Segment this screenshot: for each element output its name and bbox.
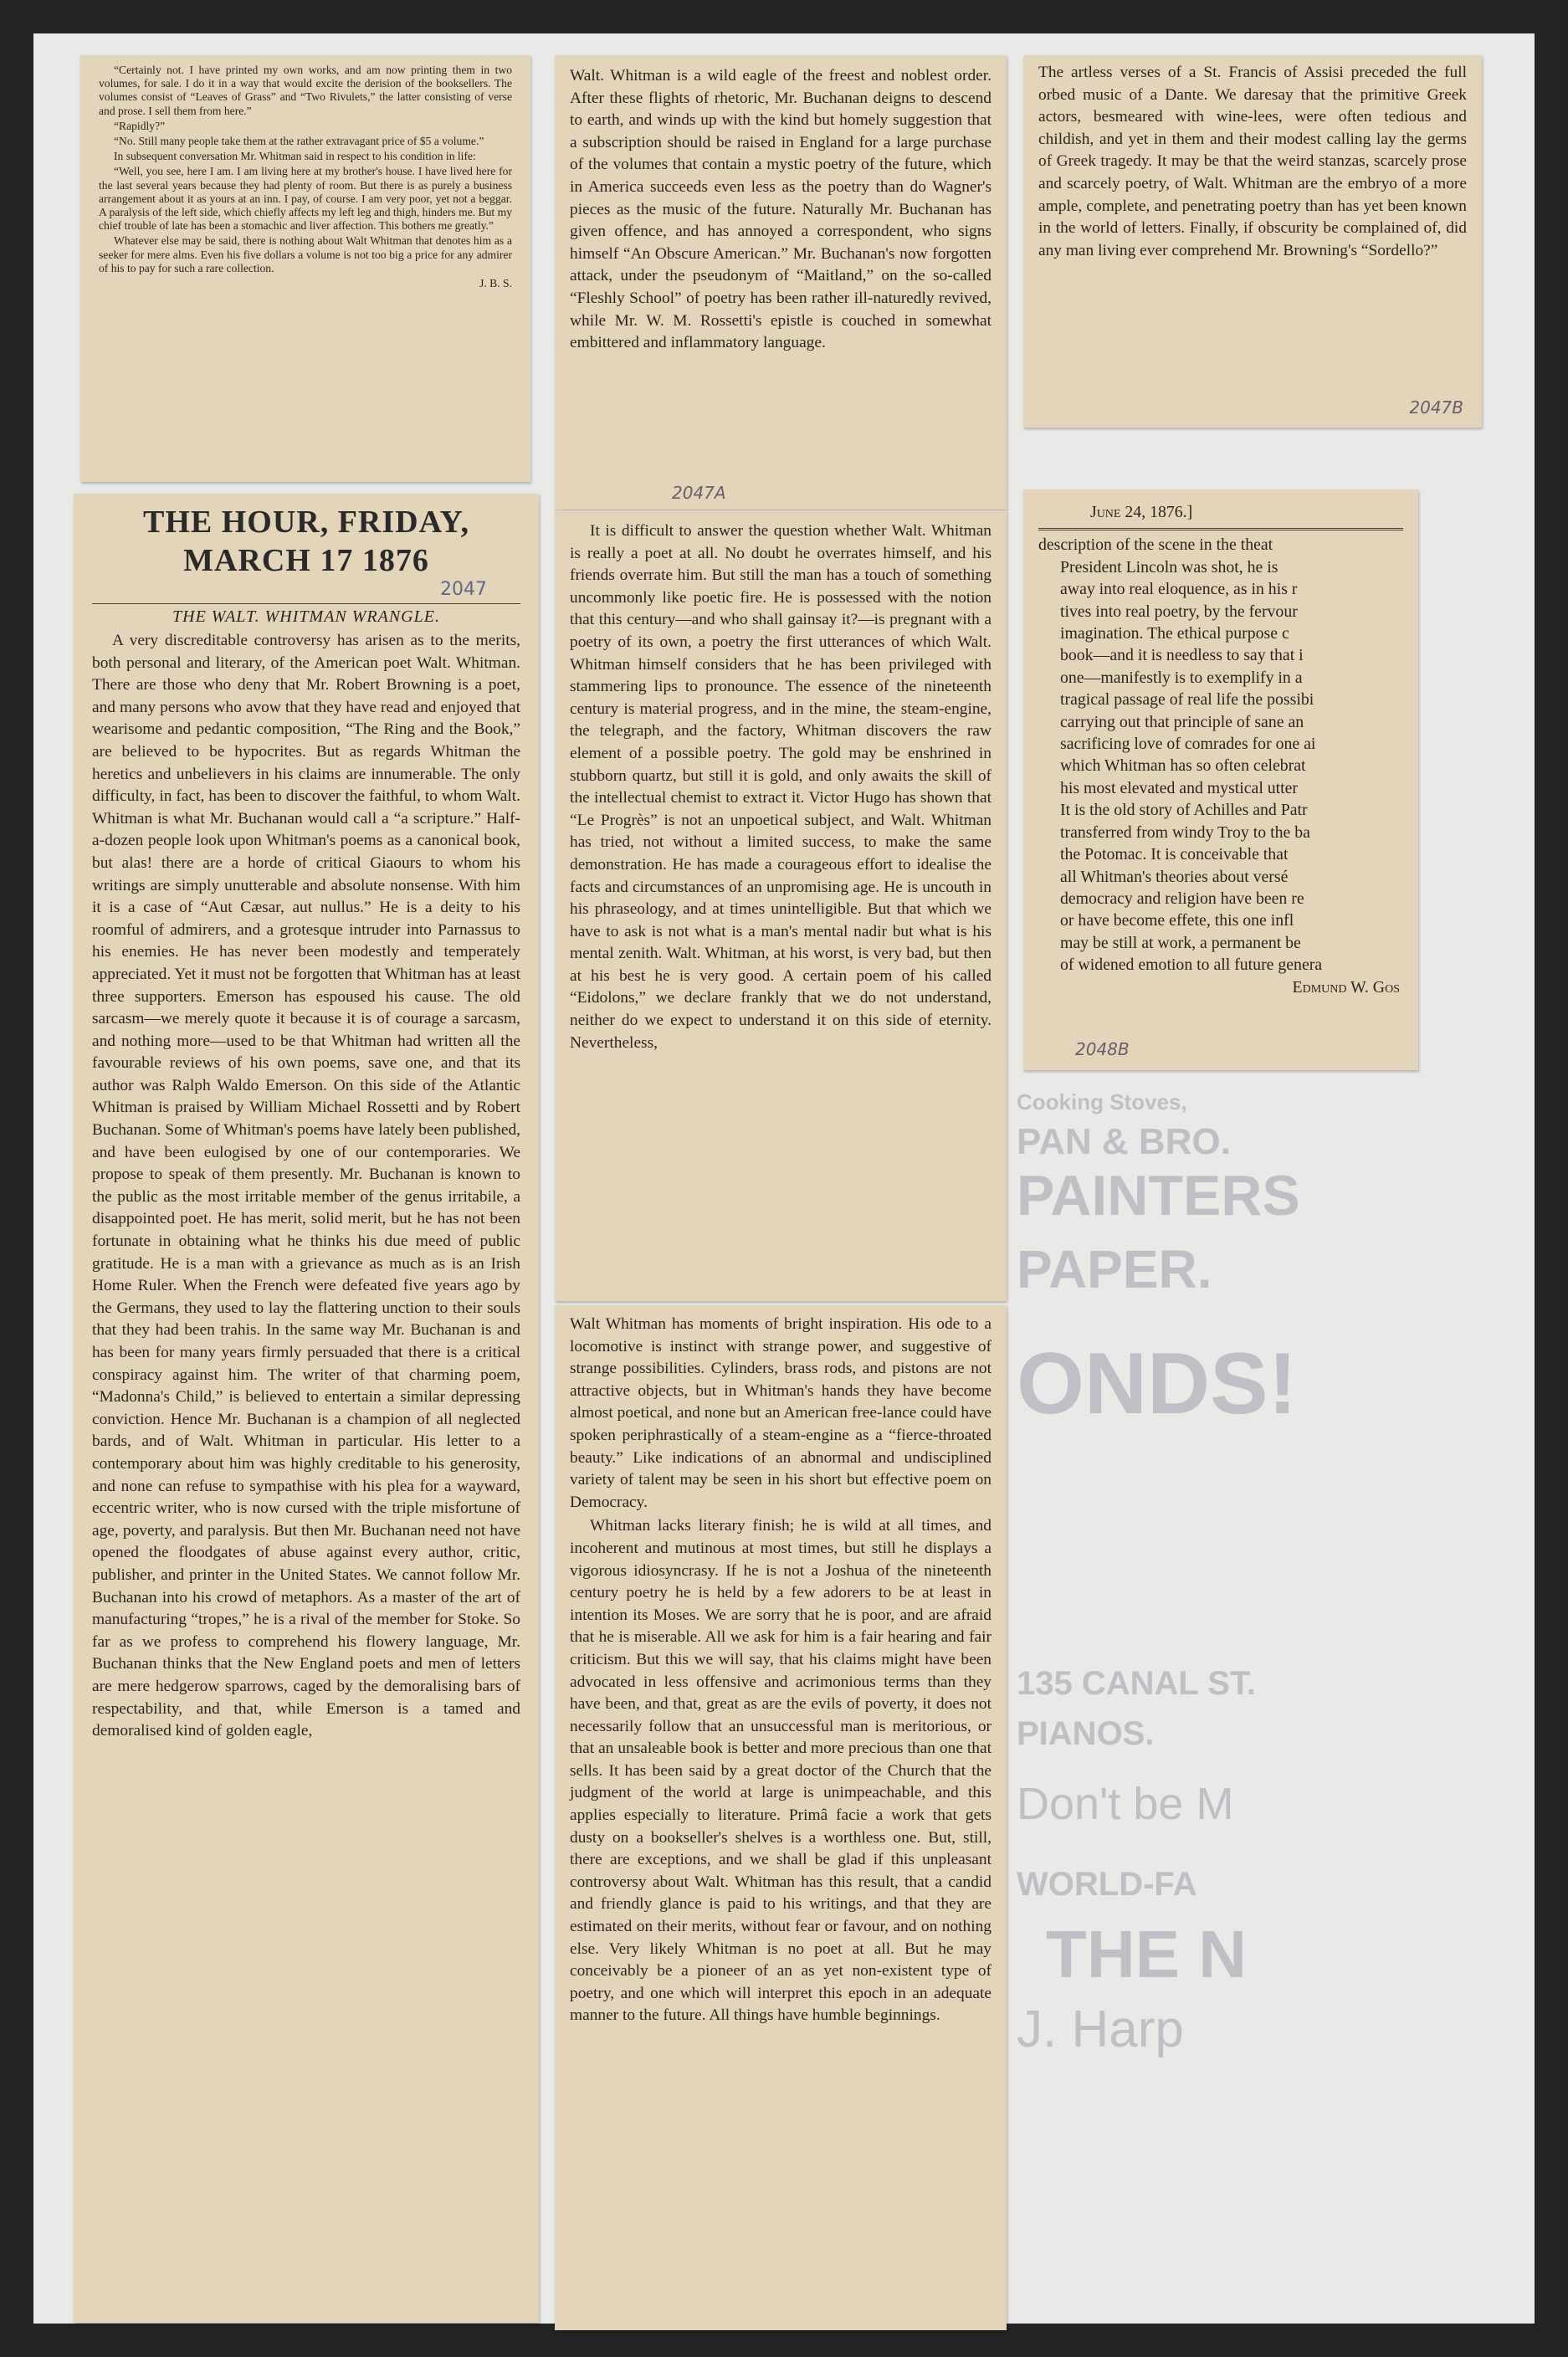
- ghost-line: 135 CANAL ST.: [1017, 1665, 1257, 1702]
- ghost-line: PAN & BRO.: [1017, 1121, 1231, 1162]
- text-line: democracy and religion have been re: [1060, 889, 1304, 908]
- catalog-annotation: 2048B: [1075, 1038, 1130, 1059]
- masthead-line: THE HOUR, FRIDAY,: [142, 505, 470, 540]
- text-line: one—manifestly is to exemplify in a: [1060, 668, 1303, 687]
- divider: [92, 603, 520, 604]
- text-line: of widened emotion to all future genera: [1060, 956, 1323, 975]
- text-line: President Lincoln was shot, he is: [1060, 557, 1278, 576]
- headline: THE WALT. WHITMAN WRANGLE.: [172, 607, 440, 626]
- paragraph: “No. Still many people take them at the rather extravagant price of $5 a volume.”: [114, 135, 484, 148]
- ghost-line: ONDS!: [1017, 1335, 1298, 1432]
- signature: Edmund W. Gos: [1292, 977, 1400, 997]
- ghost-line: Cooking Stoves,: [1017, 1089, 1187, 1114]
- article-lines: [1038, 534, 1403, 976]
- ghost-line: THE N: [1046, 1917, 1247, 1991]
- masthead-line: MARCH 17 1876: [183, 543, 429, 578]
- paragraph: “Certainly not. I have printed my own works, and am now printing them in two volumes, for sale. I do it in a way that would excite the derision of the booksellers. The volumes consist of “Leaves of Grass” and “Two Rivulets,” the latter consisting of verse and prose. I sell them from here.”: [99, 64, 512, 117]
- signature: J. B. S.: [479, 277, 512, 290]
- paragraph: A very discreditable controversy has arisen as to the merits, both personal and literary, of the American poet Walt. Whitman. There are those who deny that Mr. Robert Browning is a poet, and many persons who avow that they have read and enjoyed that wearisome and pedantic composition, “The Ring and the Book,” are believed to be hypocrites. But as regards Whitman the heretics and unbelievers in his claims are innumerable. The only difficulty, in fact, has been to discover the faithful, to whom Walt. Whitman is what Mr. Buchanan would call a “a scripture.” Half-a-dozen people look upon Whitman's poems as a canonical book, but alas! there are a horde of critical Giaours to whom his writings are simply unutterable and absolute nonsense. With him it is a case of “Aut Cæsar, aut nullus.” He is a deity to his roomful of admirers, and a grotesque intruder into Parnassus to his enemies. He has never been modestly and temperately appreciated. Yet it must not be forgotten that Whitman has at least three supporters. Emerson has espoused his cause. The old sarcasm—we merely quote it because it is of courage a sarcasm, and nothing more—used to be that Whitman had written all the favourable reviews of his own poems, save one, and that its author was Ralph Waldo Emerson. On this side of the Atlantic Whitman is praised by William Michael Rossetti and by Robert Buchanan. Some of Whitman's poems have lately been published, and have been eulogised by one of our contemporaries. We propose to speak of them presently. Mr. Buchanan is known to the public as the most irritable member of the genus irritabile, a disappointed poet. He has merit, solid merit, but he has not been fortunate in obtaining what he thinks his due meed of public gratitude. He is a man with a grievance as much as is an Irish Home Ruler. When the French were defeated five years ago by the Germans, they used to lay the flattering unction to their souls that they had been trahis. In the same way Mr. Buchanan is and has been for many years firmly persuaded that there is a critical conspiracy against him. The writer of that charming poem, “Madonna's Child,” is believed to entertain a similar depressing conviction. Hence Mr. Buchanan is a champion of all neglected bards, and of Walt. Whitman in particular. His letter to a contemporary about him was highly creditable to his generosity, and none can refuse to sympathise with his plea for a wayward, eccentric writer, who is now cursed with the triple misfortune of age, poverty, and paralysis. But then Mr. Buchanan need not have opened the floodgates of abuse against every author, critic, publisher, and printer in the United States. We cannot follow Mr. Buchanan into his crowd of metaphors. As a master of the art of manufacturing “tropes,” he is a rival of the member for Stoke. So far as we profess to comprehend his flowery language, Mr. Buchanan thinks that the New England poets and men of letters are mere hedgerow sparrows, caged by the demoralising bars of respectability, and that, while Emerson is a tamed and demoralised kind of golden eagle,: [92, 632, 520, 1740]
- clipping-interview: [80, 55, 530, 482]
- paragraph: Whitman lacks literary finish; he is wild at all times, and incoherent and mutinous at most times, but still he displays a vigorous idiosyncrasy. If he is not a Joshua of the nineteenth century poetry he is held by a few adorers to be at least in intention its Moses. We are sorry that he is poor, and are afraid that he is miserable. All we ask for him is a fair hearing and fair criticism. But this we will say, that his claims might have been advocated in less offensive and acrimonious terms than they have been, and that, great as are the evils of poverty, it does not necessarily follow that an unsuccessful man is meritorious, or that an unsaleable book is better and more precious than one that sells. It has been said by a great doctor of the Church that the judgment of the world at large is unimpeachable, and this applies especially to literature. Primâ facie a work that gets dusty on a bookseller's shelves is a worthless one. But, still, there are exceptions, and we shall be glad if this unpleasant controversy about Walt. Whitman has this result, that a candid and friendly glance is paid to his writings, and that they are estimated on their merits, without fear or favour, and on nothing else. Very likely Whitman is no poet at all. But he may conceivably be a pioneer of an as yet non-existent type of poetry, and one which will interpret this epoch in an adequate manner to the future. All things have humble beginnings.: [570, 1517, 992, 2025]
- dateline: June 24, 1876.]: [1090, 503, 1193, 521]
- paragraph: “Well, you see, here I am. I am living here at my brother's house. I have lived here for the last several years because they had plenty of room. But there is as purely a business arrangement about it as yours at an inn. I pay, of course. I am very poor, yet not a beggar. A paralysis of the left side, which chiefly affects my left leg and thigh, hinders me. But my chief trouble of late has been a stomachic and liver affection. This bothers me greatly.”: [99, 165, 512, 233]
- paragraph: In subsequent conversation Mr. Whitman said in respect to his condition in life:: [114, 150, 476, 163]
- text-line: sacrificing love of comrades for one ai: [1060, 735, 1316, 754]
- text-line: away into real eloquence, as in his r: [1060, 580, 1298, 599]
- text-line: which Whitman has so often celebrat: [1060, 756, 1306, 776]
- text-line: his most elevated and mystical utter: [1060, 778, 1299, 797]
- text-line: the Potomac. It is conceivable that: [1060, 845, 1289, 864]
- text-line: all Whitman's theories about versé: [1060, 867, 1289, 886]
- paragraph: Walt. Whitman is a wild eagle of the freest and noblest order. After these flights of rhetoric, Mr. Buchanan deigns to descend to earth, and winds up with the kind but homely suggestion that a subscription should be raised in England for a large purchase of the volumes that contain a mystic poetry of the future, which in America succeeds even less as the poetry than do Wagner's pieces as the music of the future. Naturally Mr. Buchanan has given offence, and has annoyed a correspondent, who signs himself “An Obscure American.” Mr. Buchanan's now forgotten attack, under the pseudonym of “Maitland,” on the so-called “Fleshly School” of poetry has been rather ill-naturedly revived, while Mr. W. M. Rossetti's epistle is couched in somewhat embittered and inflammatory language.: [570, 67, 992, 352]
- text-line: or have become effete, this one infl: [1060, 911, 1294, 930]
- ghost-line: Don't be M: [1017, 1779, 1234, 1829]
- paragraph: It is difficult to answer the question whether Walt. Whitman is really a poet at all. No doubt he overrates himself, and his friends overrate him. But still the man has a touch of something uncommonly like poetic fire. He is possessed with the notion that this century—and who shall gainsay it?—is pregnant with a poetry of its own, a poetry the first utterances of which Walt. Whitman himself considers that he has been privileged with stammering lips to pronounce. The essence of the nineteenth century is material progress, and in the mine, the steam-engine, the telegraph, and the factory, Whitman discovers the raw element of a possible poetry. The gold may be enshrined in stubborn quartz, but still it is gold, and only awaits the skill of the intellectual chemist to extract it. Victor Hugo has shown that “Le Progrès” is not an unpoetical subject, and Walt. Whitman has tried, not without a limited success, to make the same demonstration. He has made a courageous effort to idealise the facts and circumstances of an unpromising age. He is uncouth in his phraseology, and at times unintelligible. But that which we have to ask is not what is a man's mental nadir but what is his mental zenith. Walt. Whitman, at his worst, is very bad, but then at his best he is very good. A certain poem of his called “Eidolons,” we declare frankly that we do not understand, neither do we expect to understand it on this side of eternity. Nevertheless,: [570, 522, 992, 1052]
- clipping-main-article: [74, 494, 539, 2323]
- clipping-column2-bottom: [555, 1305, 1007, 2330]
- newspaper-masthead: [92, 504, 520, 579]
- ghost-line: PIANOS.: [1017, 1715, 1155, 1752]
- text-line: It is the old story of Achilles and Patr: [1060, 801, 1308, 820]
- clipping-gosse: [1023, 489, 1418, 1070]
- paragraph: The artless verses of a St. Francis of Assisi preceded the full orbed music of a Dante. We daresay that the primitive Greek actors, besmeared with wine-lees, were often tedious and childish, and yet in them and their modest calling lay the germs of Greek tragedy. It may be that the weird stanzas, scarcely prose and scarcely poetry, of Walt. Whitman are the embryo of a more ample, complete, and penetrating poetry than has yet been known in the world of letters. Finally, if obscurity be complained of, did any man living ever comprehend Mr. Browning's “Sordello?”: [1038, 64, 1467, 259]
- article-body: [92, 630, 520, 1743]
- clipping-column3-top: [1023, 55, 1482, 428]
- text-line: imagination. The ethical purpose c: [1060, 624, 1289, 643]
- text-line: tragical passage of real life the possibi: [1060, 690, 1314, 710]
- text-line: carrying out that principle of sane an: [1060, 712, 1304, 731]
- clipping-column2-top: [555, 55, 1007, 510]
- catalog-annotation: 2047: [440, 579, 487, 600]
- divider: [1038, 528, 1403, 530]
- text-line: tives into real poetry, by the fervour: [1060, 602, 1298, 621]
- ghost-line: PAINTERS: [1017, 1164, 1300, 1227]
- paragraph: “Rapidly?”: [114, 119, 166, 132]
- clipping-column2-middle: [555, 510, 1007, 1301]
- text-line: may be still at work, a permanent be: [1060, 933, 1301, 952]
- catalog-annotation: 2047A: [672, 483, 726, 504]
- text-line: transferred from windy Troy to the ba: [1060, 822, 1310, 842]
- catalog-annotation: 2047B: [1409, 397, 1463, 418]
- ghost-line: J. Harp: [1017, 2001, 1184, 2058]
- ghost-line: WORLD-FA: [1017, 1866, 1197, 1903]
- paragraph: Walt Whitman has moments of bright inspiration. His ode to a locomotive is instinct with strange power, and suggestive of strange possibilities. Cylinders, brass rods, and pistons are not attractive objects, but in Whitman's hands they have become almost poetical, and none but an American free-lance could have spoken periphrastically of a steam-engine as a “fierce-throated beauty.” Like indications of an abnormal and undisciplined variety of talent may be seen in his short but effective poem on Democracy.: [570, 1315, 992, 1511]
- scrapbook-page: [33, 33, 1535, 2324]
- ghost-line: PAPER.: [1017, 1239, 1212, 1299]
- paragraph: Whatever else may be said, there is nothing about Walt Whitman that denotes him as a seeker for mere alms. Even his five dollars a volume is not too big a price for any admirer of his to pay for such a rare collection.: [99, 234, 512, 274]
- text-line: book—and it is needless to say that i: [1060, 646, 1304, 665]
- text-line: description of the scene in the theat: [1038, 535, 1273, 555]
